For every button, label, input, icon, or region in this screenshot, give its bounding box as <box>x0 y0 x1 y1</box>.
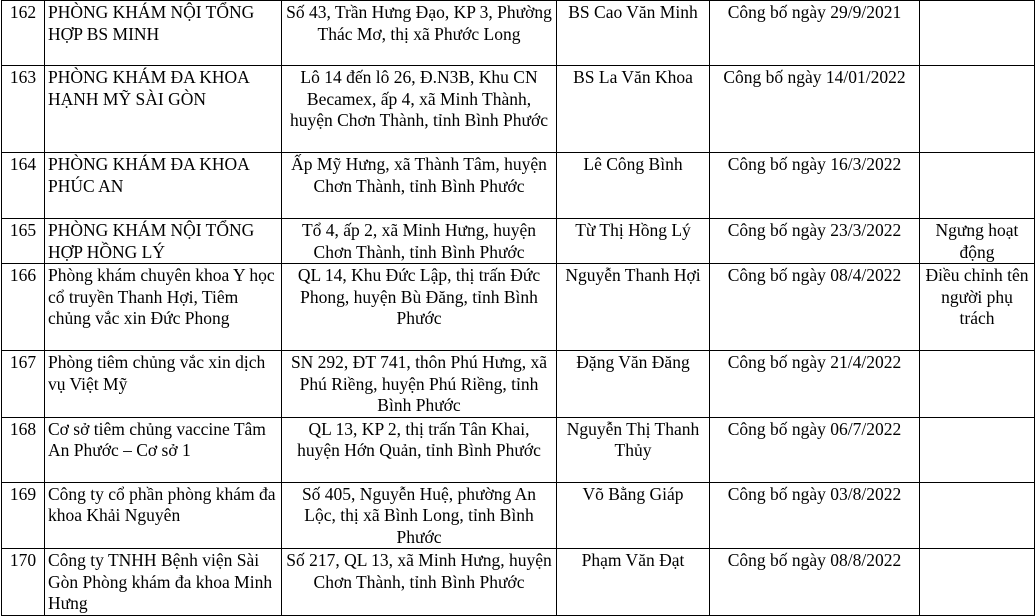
table-row <box>2 153 1035 219</box>
table-row <box>2 219 1035 264</box>
note <box>920 1 1035 66</box>
announcement-date: Công bố ngày 16/3/2022 <box>710 153 920 219</box>
row-number: 169 <box>2 482 45 549</box>
facility-name: PHÒNG KHÁM ĐA KHOA PHÚC AN <box>45 153 282 219</box>
row-number: 166 <box>2 264 45 351</box>
facility-address: QL 14, Khu Đức Lập, thị trấn Đức Phong, huyện Bù Đăng, tỉnh Bình Phước <box>282 264 557 351</box>
table-row <box>2 482 1035 549</box>
note <box>920 549 1035 616</box>
row-number: 170 <box>2 549 45 616</box>
person-in-charge: Võ Bằng Giáp <box>557 482 710 549</box>
person-in-charge: BS Cao Văn Minh <box>557 1 710 66</box>
person-in-charge: Phạm Văn Đạt <box>557 549 710 616</box>
facility-name: PHÒNG KHÁM NỘI TỔNG HỢP BS MINH <box>45 1 282 66</box>
announcement-date: Công bố ngày 06/7/2022 <box>710 417 920 482</box>
facility-address: Số 217, QL 13, xã Minh Hưng, huyện Chơn Thành, tỉnh Bình Phước <box>282 549 557 616</box>
person-in-charge: Đặng Văn Đăng <box>557 351 710 418</box>
announcement-date: Công bố ngày 08/4/2022 <box>710 264 920 351</box>
row-number: 164 <box>2 153 45 219</box>
facility-name: Công ty cổ phần phòng khám đa khoa Khải Nguyên <box>45 482 282 549</box>
announcement-date: Công bố ngày 29/9/2021 <box>710 1 920 66</box>
person-in-charge: BS La Văn Khoa <box>557 66 710 153</box>
note <box>920 482 1035 549</box>
table-row <box>2 1 1035 66</box>
person-in-charge: Từ Thị Hồng Lý <box>557 219 710 264</box>
note: Điều chỉnh tên người phụ trách <box>920 264 1035 351</box>
table-row <box>2 66 1035 153</box>
table-row <box>2 264 1035 351</box>
table-row <box>2 417 1035 482</box>
document-page <box>1 0 1034 613</box>
facility-address: Số 405, Nguyễn Huệ, phường An Lộc, thị xã Bình Long, tỉnh Bình Phước <box>282 482 557 549</box>
facility-name: Cơ sở tiêm chủng vaccine Tâm An Phước – Cơ sở 1 <box>45 417 282 482</box>
row-number: 167 <box>2 351 45 418</box>
row-number: 163 <box>2 66 45 153</box>
row-number: 168 <box>2 417 45 482</box>
facility-name: PHÒNG KHÁM NỘI TỔNG HỢP HỒNG LÝ <box>45 219 282 264</box>
note <box>920 66 1035 153</box>
facility-address: Số 43, Trần Hưng Đạo, KP 3, Phường Thác Mơ, thị xã Phước Long <box>282 1 557 66</box>
facility-address: SN 292, ĐT 741, thôn Phú Hưng, xã Phú Riềng, huyện Phú Riềng, tỉnh Bình Phước <box>282 351 557 418</box>
facility-address: Tổ 4, ấp 2, xã Minh Hưng, huyện Chơn Thành, tỉnh Bình Phước <box>282 219 557 264</box>
row-number: 162 <box>2 1 45 66</box>
person-in-charge: Lê Công Bình <box>557 153 710 219</box>
facility-name: Phòng tiêm chủng vắc xin dịch vụ Việt Mỹ <box>45 351 282 418</box>
person-in-charge: Nguyễn Thanh Hợi <box>557 264 710 351</box>
note <box>920 417 1035 482</box>
announcement-date: Công bố ngày 14/01/2022 <box>710 66 920 153</box>
note <box>920 153 1035 219</box>
facility-address: Ấp Mỹ Hưng, xã Thành Tâm, huyện Chơn Thành, tỉnh Bình Phước <box>282 153 557 219</box>
facility-address: QL 13, KP 2, thị trấn Tân Khai, huyện Hớn Quản, tỉnh Bình Phước <box>282 417 557 482</box>
announcement-date: Công bố ngày 21/4/2022 <box>710 351 920 418</box>
note <box>920 351 1035 418</box>
announcement-date: Công bố ngày 03/8/2022 <box>710 482 920 549</box>
table-row <box>2 351 1035 418</box>
clinic-registry-table <box>1 0 1035 616</box>
facility-name: PHÒNG KHÁM ĐA KHOA HẠNH MỸ SÀI GÒN <box>45 66 282 153</box>
row-number: 165 <box>2 219 45 264</box>
facility-name: Công ty TNHH Bệnh viện Sài Gòn Phòng khám đa khoa Minh Hưng <box>45 549 282 616</box>
facility-address: Lô 14 đến lô 26, Đ.N3B, Khu CN Becamex, ấp 4, xã Minh Thành, huyện Chơn Thành, tỉnh Bình Phước <box>282 66 557 153</box>
note: Ngưng hoạt động <box>920 219 1035 264</box>
facility-name: Phòng khám chuyên khoa Y học cổ truyền Thanh Hợi, Tiêm chủng vắc xin Đức Phong <box>45 264 282 351</box>
table-row <box>2 549 1035 616</box>
person-in-charge: Nguyễn Thị Thanh Thủy <box>557 417 710 482</box>
announcement-date: Công bố ngày 23/3/2022 <box>710 219 920 264</box>
announcement-date: Công bố ngày 08/8/2022 <box>710 549 920 616</box>
